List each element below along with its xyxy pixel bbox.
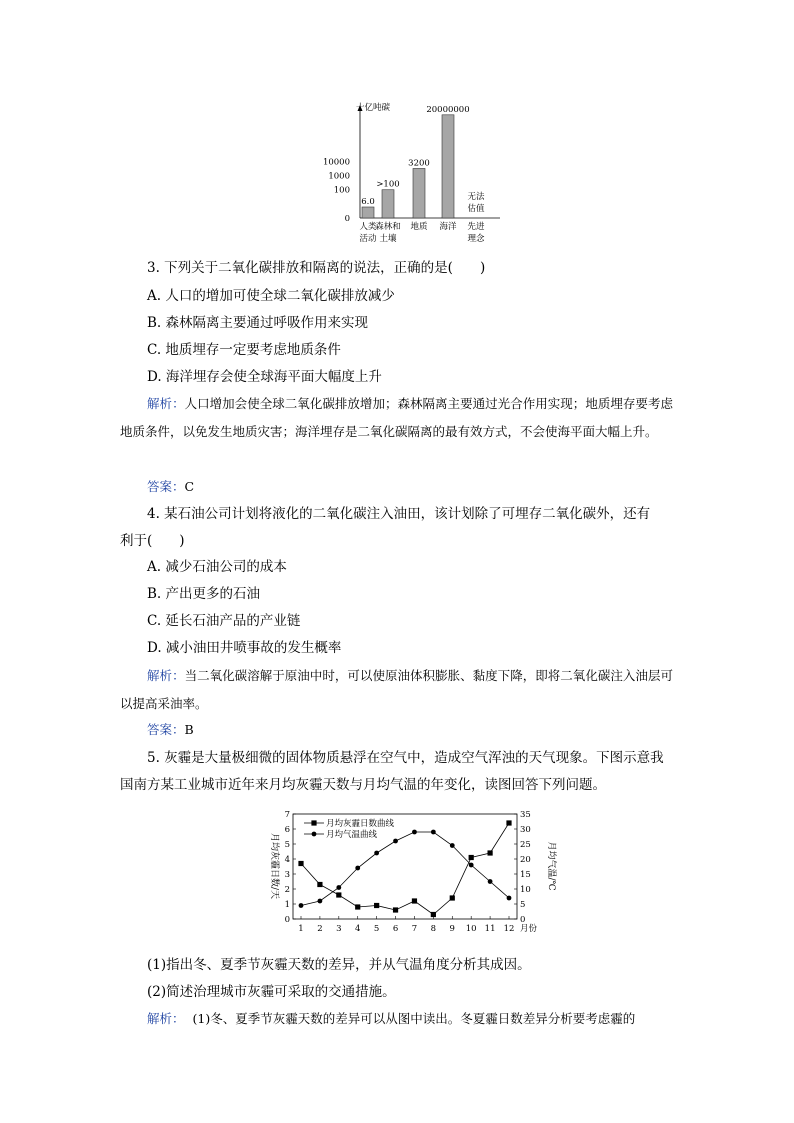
x-tick-label: 11 xyxy=(484,924,496,934)
y-left-tick-label: 2 xyxy=(284,885,290,895)
y-right-tick-label: 15 xyxy=(520,870,531,880)
x-tick-label: 8 xyxy=(430,924,437,934)
q5-analysis xyxy=(147,1009,687,1029)
data-point xyxy=(374,851,379,856)
x-tick-label: 人类 xyxy=(359,222,377,232)
bar-value-label: 估值 xyxy=(467,204,485,214)
q4-answer-tag: 答案： xyxy=(147,722,185,737)
y-left-axis-label: 月均灰霾日数/天 xyxy=(269,832,279,900)
series-line xyxy=(301,832,509,906)
q4-option-a: A. 减少石油公司的成本 xyxy=(147,559,287,575)
q4-analysis xyxy=(120,662,673,717)
bar-value-label: 20000000 xyxy=(426,104,470,115)
data-point xyxy=(393,839,398,844)
y-left-tick-label: 6 xyxy=(284,825,290,835)
data-point xyxy=(431,830,436,835)
q3-option-b: B. 森林隔离主要通过呼吸作用来实现 xyxy=(147,315,369,331)
q3-option-c: C. 地质埋存一定要考虑地质条件 xyxy=(147,342,341,358)
q3-analysis-tag: 解析： xyxy=(147,396,185,411)
q3-analysis xyxy=(120,390,673,445)
data-point xyxy=(298,861,303,866)
q3-option-a: A. 人口的增加可使全球二氧化碳排放减少 xyxy=(147,288,395,304)
data-point xyxy=(469,863,474,868)
bar-value-label: >100 xyxy=(376,179,400,190)
q5-intro xyxy=(120,745,673,799)
y-axis-label: 十亿吨碳 xyxy=(356,103,391,113)
q4-answer-value: B xyxy=(184,722,194,737)
y-right-tick-label: 30 xyxy=(520,825,531,835)
data-point xyxy=(469,855,474,860)
y-left-tick-label: 1 xyxy=(284,900,290,910)
y-right-axis-label: 月均气温/℃ xyxy=(546,841,556,891)
data-point xyxy=(488,879,493,884)
bar xyxy=(413,168,425,218)
x-tick-label: 2 xyxy=(317,924,323,934)
y-left-tick-label: 5 xyxy=(284,840,290,850)
legend-marker xyxy=(312,832,317,837)
q5-analysis-tag: 解析： xyxy=(147,1011,185,1026)
data-point xyxy=(507,896,512,901)
y-right-tick-label: 10 xyxy=(520,885,531,895)
bar-value-label: 3200 xyxy=(408,158,430,169)
y-left-tick-label: 7 xyxy=(284,810,290,820)
x-tick-label: 森林和 xyxy=(375,222,401,232)
q4-answer xyxy=(147,720,194,740)
q3-answer xyxy=(147,477,194,497)
data-point xyxy=(318,899,323,904)
y-right-tick-label: 5 xyxy=(520,900,526,910)
y-left-tick-label: 4 xyxy=(284,855,290,865)
data-point xyxy=(336,885,341,890)
q4-analysis-tag: 解析： xyxy=(147,668,185,683)
data-point xyxy=(374,903,379,908)
bar xyxy=(362,207,374,218)
y-tick-label: 0 xyxy=(344,214,350,224)
q4-stem-line1: 4. 某石油公司计划将液化的二氧化碳注入油田，该计划除了可埋存二氧化碳外，还有 xyxy=(147,506,651,522)
y-left-tick-label: 3 xyxy=(284,870,290,880)
q3-stem: 3. 下列关于二氧化碳排放和隔离的说法，正确的是( ) xyxy=(147,260,486,276)
data-point xyxy=(336,892,341,897)
y-right-tick-label: 0 xyxy=(520,915,526,925)
y-tick-label: 1000 xyxy=(328,171,350,182)
legend-label: 月均灰霾日数曲线 xyxy=(326,819,395,829)
data-point xyxy=(487,850,492,855)
data-point xyxy=(450,843,455,848)
y-left-tick-label: 0 xyxy=(284,915,290,925)
y-right-tick-label: 20 xyxy=(520,855,531,865)
q5-analysis-text: (1)冬、夏季节灰霾天数的差异可以从图中读出。冬夏霾日数差异分析要考虑霾的 xyxy=(192,1011,636,1026)
x-axis-label: 月份 xyxy=(520,924,538,934)
data-point xyxy=(317,882,322,887)
x-tick-label: 活动 xyxy=(359,234,377,244)
q5-sub2: (2)简述治理城市灰霾可采取的交通措施。 xyxy=(147,984,396,1000)
data-point xyxy=(412,830,417,835)
data-point xyxy=(393,907,398,912)
q3-answer-value: C xyxy=(184,479,195,494)
data-point xyxy=(355,866,360,871)
q3-option-d: D. 海洋埋存会使全球海平面大幅度上升 xyxy=(147,369,382,385)
x-tick-label: 先进 xyxy=(467,222,485,232)
legend-label: 月均气温曲线 xyxy=(326,830,378,840)
bar xyxy=(442,115,454,218)
q4-option-d: D. 减小油田井喷事故的发生概率 xyxy=(147,640,342,656)
data-point xyxy=(412,898,417,903)
data-point xyxy=(506,820,511,825)
y-right-tick-label: 25 xyxy=(520,840,531,850)
q5-intro-text: 5. 灰霾是大量极细微的固体物质悬浮在空气中，造成空气浑浊的天气现象。下图示意我国南方某工业城市近年来月均灰霾天数与月均气温的年变化，读图回答下列问题。 xyxy=(120,750,664,793)
x-tick-label: 3 xyxy=(336,924,342,934)
x-tick-label: 6 xyxy=(392,924,399,934)
bar-value-label: 无法 xyxy=(467,192,485,202)
x-tick-label: 理念 xyxy=(467,234,485,244)
bar-value-label: 6.0 xyxy=(361,197,375,208)
legend-marker xyxy=(311,820,316,825)
x-tick-label: 土壤 xyxy=(379,234,397,244)
data-point xyxy=(431,912,436,917)
y-tick-label: 100 xyxy=(333,185,350,196)
x-tick-label: 5 xyxy=(373,924,380,934)
q4-analysis-text: 当二氧化碳溶解于原油中时，可以使原油体积膨胀、黏度下降，即将二氧化碳注入油层可以提高采油率。 xyxy=(120,668,673,711)
x-tick-label: 海洋 xyxy=(439,222,457,232)
y-tick-label: 10000 xyxy=(322,157,350,168)
x-tick-label: 地质 xyxy=(410,222,428,232)
data-point xyxy=(299,903,304,908)
q4-stem-line2: 利于( ) xyxy=(120,533,185,549)
x-tick-label: 10 xyxy=(465,924,477,934)
x-tick-label: 7 xyxy=(411,924,418,934)
data-point xyxy=(450,895,455,900)
bar xyxy=(382,190,394,218)
q4-option-c: C. 延长石油产品的产业链 xyxy=(147,613,301,629)
carbon-storage-bar-chart xyxy=(320,98,510,248)
x-tick-label: 1 xyxy=(298,924,304,934)
q5-sub1: (1)指出冬、夏季节灰霾天数的差异，并从气温角度分析其成因。 xyxy=(147,957,531,973)
q3-analysis-text: 人口增加会使全球二氧化碳排放增加；森林隔离主要通过光合作用实现；地质埋存要考虑地质条件，以免发生地质灾害；海洋埋存是二氧化碳隔离的最有效方式，不会使海平面大幅上升。 xyxy=(120,396,673,439)
data-point xyxy=(355,904,360,909)
y-right-tick-label: 35 xyxy=(520,810,531,820)
x-tick-label: 4 xyxy=(355,924,361,934)
haze-temperature-line-chart xyxy=(262,806,558,942)
q4-option-b: B. 产出更多的石油 xyxy=(147,586,261,602)
x-tick-label: 12 xyxy=(503,924,515,934)
q3-answer-tag: 答案： xyxy=(147,479,185,494)
x-tick-label: 9 xyxy=(449,924,455,934)
